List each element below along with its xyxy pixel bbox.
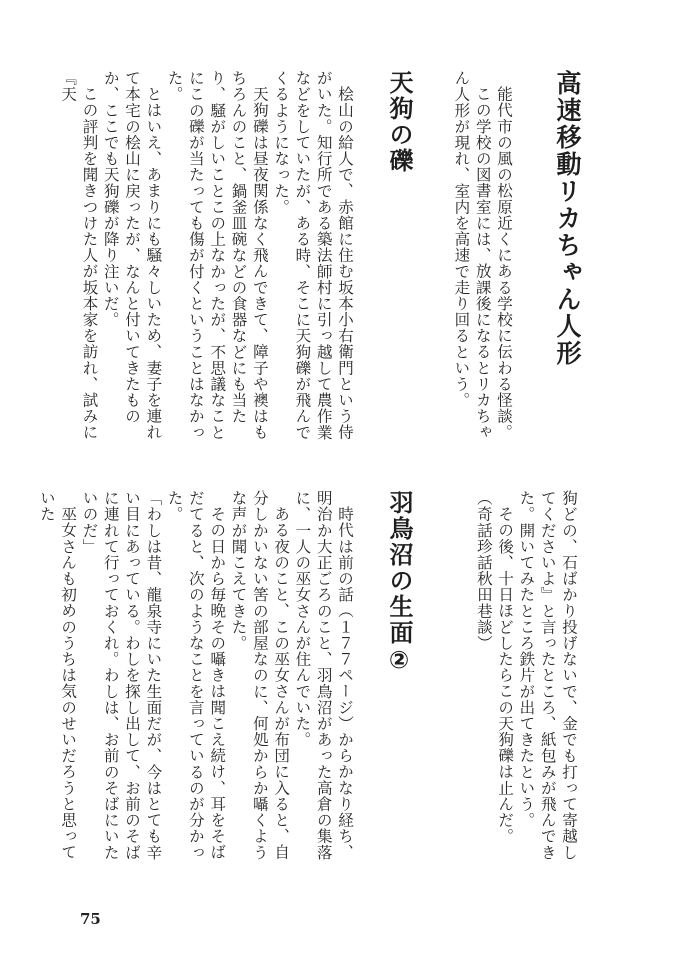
- story2-paragraph-3: とはいえ、あまりにも騒々しいため、妻子を連れて本宅の桧山に戻ったが、なんと付いてきたものか、ここでも天狗礫が降り注いだ。: [101, 70, 163, 440]
- story2-paragraph-2: 天狗礫は昼夜関係なく飛んできて、障子や襖はもちろんのこと、鍋釜皿碗などの食器などにも当たり、騒がしいことこの上なかったが、不思議なことにこの礫が当たっても傷が付くということはなかった。: [165, 70, 269, 441]
- story1-paragraph-2: この学校の図書室には、放課後になるとリカちゃん人形が現れ、室内を高速で走り回るという。: [452, 70, 492, 440]
- story1-paragraph-1: 能代市の風の松原近くにある学校に伝わる怪談。: [495, 85, 513, 440]
- story2-title: 天狗の礫: [385, 70, 413, 174]
- page-number: 75: [80, 910, 101, 928]
- story3-title: 羽鳥沼の生面②: [385, 490, 413, 676]
- story3-paragraph-3: その日から毎晩その囁きは聞こえ続け、耳をそばだてると、次のようなことを言っているのが分かった。: [165, 490, 227, 861]
- story3-paragraph-1: 時代は前の話（１７７ページ）からかなり経ち、明治か大正ごろのこと、羽鳥沼があった高倉の集落に、一人の巫女さんが住んでいた。: [293, 490, 354, 861]
- story2-body-bottom: [473, 490, 579, 870]
- story1-title: 高速移動リカちゃん人形: [553, 70, 582, 367]
- story2-body-top: [57, 70, 355, 450]
- story2-paragraph-4: この評判を聞きつけた人が坂本家を訪れ、試みに『天: [59, 70, 99, 440]
- story2-paragraph-6: その後、十日ほどしたらこの天狗礫は止んだ。: [496, 505, 515, 844]
- story3-paragraph-5: 巫女さんも初めのうちは気のせいだろうと思っていた: [37, 490, 78, 860]
- story2-paragraph-5: 狗どの、石ばかり投げないで、金でも打って寄越してくださいよ』と言ったところ、紙包みが飛んできた。開いてみたところ鉄片が出てきたという。: [517, 490, 578, 861]
- story3-paragraph-2: ある夜のこと、この巫女さんが布団に入ると、自分しかいない筈の部屋なのに、何処からか囁くような声が聞こえてきた。: [229, 490, 291, 861]
- story2-source-note: （奇話珍話秋田巷談）: [474, 490, 493, 651]
- story3-body: [36, 490, 355, 870]
- story3-paragraph-4: 「わしは昔、龍泉寺にいた生面だが、今はとても辛い目にあっている。わしを探し出して、お前のそばに連れて行っておくれ。わしは、お前のそばにいたいのだ」: [80, 490, 163, 861]
- story2-paragraph-1: 桧山の給人で、赤館に住む坂本小右衛門という侍がいた。知行所である築法師村に引っ越して農作業などをしていたが、ある時、そこに天狗礫が飛んでくるようになった。: [272, 70, 354, 441]
- story1-body: [450, 70, 514, 450]
